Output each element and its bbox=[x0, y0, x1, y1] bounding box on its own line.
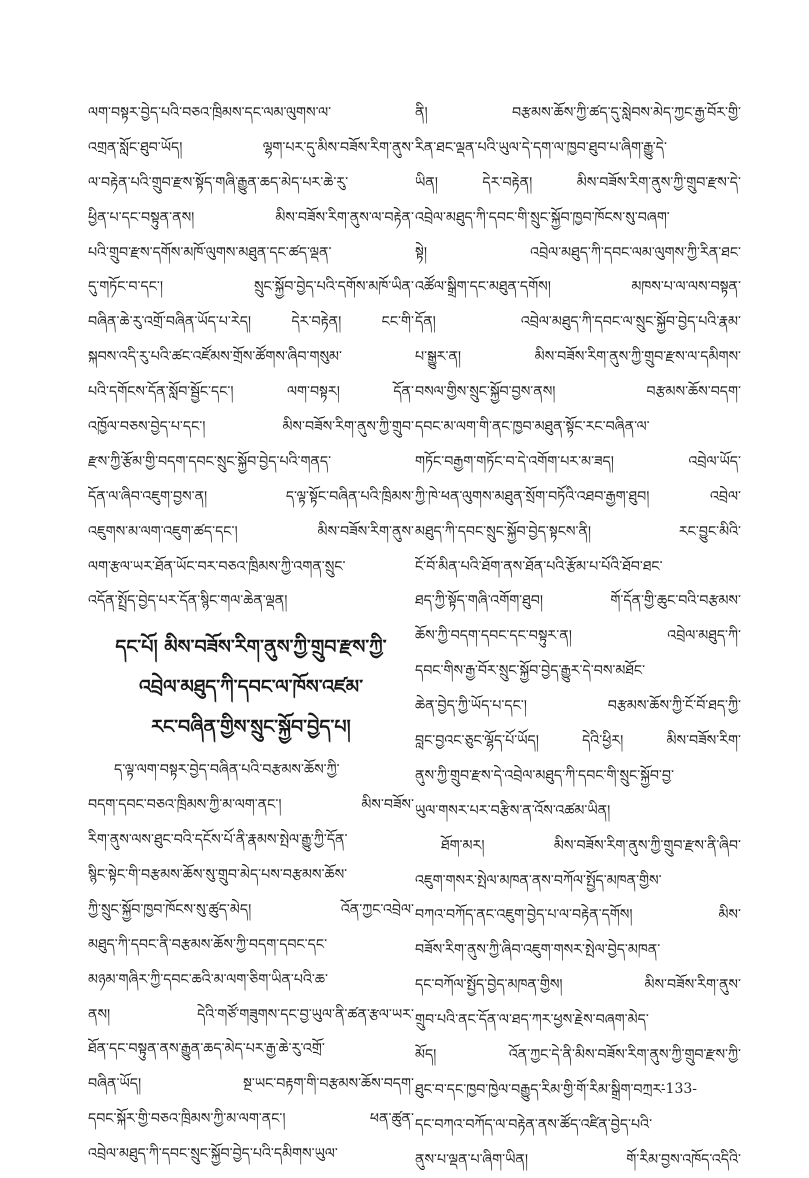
text-line: འཁྱོལ་བཅས་བྱེད་པ་དང་། མིས་བཟོས་རིག་ནུས་ཀྱི་གྲུབ་ bbox=[88, 419, 414, 436]
text-line: ཐོན་དང་བསྟུན་ནས་རྒྱུན་ཆད་མེད་པར་རྒྱ་ཆེ་རུ་འགྲོ་ bbox=[88, 1041, 325, 1058]
text-line: སྐབས་འདི་རུ་པའི་ཚང་འཛོམས་གྲོས་ཚོགས་ཞིབ་གསུམ་ bbox=[88, 349, 342, 366]
right-paragraph-1 bbox=[415, 96, 741, 829]
text-line: འཇུགས་མ་ལག་འཇུག་ཚད་དང་། མིས་བཟོས་རིག་ནུས་ bbox=[88, 523, 414, 540]
text-line: དོན། འབྲེལ་མཐུད་ཀི་དབང་ལ་སྲུང་སྐྱོབ་བྱེད་པའི་རྣམ་ bbox=[415, 314, 741, 331]
text-line: ཀྱི་ཁེ་ཕན་ལུགས་མཐུན་སྲོག་བཏོའི་འཐབ་རྒྱག་ཐུབ། འབྲེལ་ bbox=[415, 488, 741, 505]
text-line: བཞིན་ཡོད། སྔ་ཡང་བརྟག་གི་བརྩམས་ཆོས་བདག་ bbox=[88, 1076, 414, 1093]
text-line: འབྲེལ་མཐུད་ཀི་དབང་གི་སྲུང་སྐྱོབ་ཁྱབ་ཁོངས་སུ་བཞག་ bbox=[415, 209, 670, 226]
heading-line: རང་བཞིན་གྱིས་སྲུང་སྐྱོབ་བྱེད་པ། bbox=[151, 716, 351, 739]
text-line: བཞིན་ཆེ་རུ་འགྲོ་བཞིན་ཡོད་པ་རེད། དེར་བརྟེན། ངང་གི་ bbox=[88, 314, 414, 331]
text-line: དུ་གཏོང་བ་དང་། སྲུང་སྐྱོབ་བྱེད་པའི་དགོས་མཁོ་ཡིན་ bbox=[88, 279, 414, 296]
text-line: མོད། འོན་ཀྱང་དེ་ནི་མིས་བཟོས་རིག་ནུས་ཀྱི་གྲུབ་རྫས་ཀྱི་ bbox=[415, 1047, 741, 1064]
text-line: མཉམ་གཞིར་ཀྱི་དབང་ཆའི་མ་ལག་ཅིག་ཡིན་པའི་ཆ་ bbox=[88, 971, 328, 988]
text-line: འགྲན་སློང་ཐུབ་ཡོད། ལྷག་པར་དུ་མིས་བཟོས་རིག་ནུས་ bbox=[88, 139, 414, 156]
text-line: མཐུད་ཀི་དབང་ནི་བརྩམས་ཆོས་ཀྱི་བདག་དབང་དང་ bbox=[88, 936, 328, 953]
text-line: ཆེན་བྱེད་ཀྱི་ཡོད་པ་དང་། བརྩམས་ཆོས་ཀྱི་ངོ་བོ་ཐད་ཀྱི་ bbox=[415, 698, 741, 715]
text-line: བཟོས་རིག་ནུས་ཀྱི་ཞིབ་འཇུག་གསར་སྤེལ་བྱེད་མཁན་ bbox=[415, 942, 661, 959]
text-line: པའི་གྲུབ་རྫས་དགོས་མཁོ་ལུགས་མཐུན་དང་ཚད་ལྡན་ bbox=[88, 244, 332, 261]
right-column bbox=[415, 96, 741, 1178]
text-line: ད་ལྟ་ལག་བསྟར་བྱེད་བཞིན་པའི་བརྩམས་ཆོས་ཀྱི་ bbox=[114, 762, 340, 779]
text-line: དབང་སྐོར་གྱི་བཅའ་ཁྲིམས་ཀྱི་མ་ལག་ནང་། ཕན་ཚུན་ bbox=[88, 1111, 414, 1128]
text-line: འདོན་སྤྲོད་བྱེད་པར་དོན་སྙིང་གལ་ཆེན་ལྡན། bbox=[88, 593, 288, 610]
text-line: རིག་ནུས་ལས་ཐུང་བའི་དངོས་པོ་ནི་རྣམས་སྤེལ་རྒྱུ་ཀྱི་དོན་ bbox=[88, 832, 348, 849]
text-line: ནུས་པ་ལྡན་པ་ཞིག་ཡིན། གོ་རིམ་བྱས་འཁོད་འདིའི་ bbox=[415, 1151, 741, 1168]
text-line: ཡིན། དེར་བརྟེན། མིས་བཟོས་རིག་ནུས་ཀྱི་གྲུབ་རྫས་དེ་ bbox=[415, 174, 741, 191]
text-line: འཚོལ་སྒྲིག་དང་མཐུན་དགོས། མཁས་པ་ལ་ལས་བསྟན་ bbox=[415, 279, 741, 296]
text-line: ནས། དེའི་གཙོ་གཟུགས་དང་བྱ་ཡུལ་ནི་ཚན་རྩལ་ཡར་ bbox=[88, 1006, 414, 1023]
text-line: ཐད་ཀྱི་སྟོད་གཞི་འགོག་ཐུབ། གོ་དོན་གྱི་ཆུང་བའི་བརྩམས་ bbox=[415, 593, 741, 610]
page-number: -133- bbox=[660, 1081, 697, 1097]
text-line: ངོ་བོ་མིན་པའི་ཐོག་ནས་ཐོན་པའི་རྩོམ་པ་པོའི་ཐོབ་ཐང་ bbox=[415, 558, 663, 575]
text-line: དང་བཀའ་བཀོད་ལ་བརྟེན་ནས་ཚོད་འཛིན་བྱེད་པའི་ bbox=[415, 1116, 653, 1133]
text-line: དང་བཀོལ་སྤྱོད་བྱེད་མཁན་གྱིས། མིས་བཟོས་རིག་ནུས་ bbox=[415, 977, 741, 994]
text-line: ཀྱི་སྲུང་སྐྱོབ་ཁྱབ་ཁོངས་སུ་ཚུད་མེད། འོན་ཀྱང་འབྲེལ་ bbox=[88, 901, 414, 918]
heading-line: འབྲེལ་མཐུད་ཀི་དབང་ལ་ཁོས་འཛམ་ bbox=[138, 676, 364, 699]
text-line: འཇུག་གསར་སྤེལ་མཁན་ནས་བཀོལ་སྤྱོད་མཁན་གྱིས་ bbox=[415, 872, 662, 889]
left-paragraph-2 bbox=[88, 753, 414, 1172]
text-line: ཡུལ་གསར་པར་བརྩིས་ན་འོས་འཚམ་ཡིན། bbox=[415, 802, 611, 819]
text-line: ལག་རྩལ་ཡར་ཐོན་ཡོང་བར་བཅའ་ཁྲིམས་ཀྱི་འགན་སྲུང་ bbox=[88, 558, 346, 575]
text-line: བླང་བྱའང་ཅུང་ལྷོད་པོ་ཡོད། དེའི་ཕྱིར། མིས་བཟོས་རིག་ bbox=[415, 733, 741, 750]
text-line: རིན་ཐང་ལྡན་པའི་ཡུལ་དེ་དག་ལ་ཁྱབ་ཐུབ་པ་ཞིག་རྒྱུ་དེ་ bbox=[415, 139, 667, 156]
text-line: མཐུད་ཀི་དབང་སྲུང་སྐྱོབ་བྱེད་སྟངས་ནི། རང་བྱུང་མིའི་ bbox=[415, 523, 741, 540]
left-paragraph-1 bbox=[88, 96, 414, 619]
text-line: དབང་གིས་རྒྱ་བོར་སྲུང་སྐྱོབ་བྱེད་རྒྱུར་དེ་བས་མཐོང་ bbox=[415, 663, 646, 680]
text-line: ནུས་ཀྱི་གྲུབ་རྫས་དེ་འབྲེལ་མཐུད་ཀི་དབང་གི་སྲུང་སྐྱོབ་བྱ་ bbox=[415, 767, 674, 784]
text-line: པའི་དགོངས་དོན་སློབ་སྦྱོང་དང་། ལག་བསྟར། དོན་ bbox=[88, 384, 414, 401]
left-column bbox=[88, 96, 414, 1172]
text-line: བཀའ་བཀོད་ནང་འཇུག་བྱེད་པ་ལ་བརྟེན་དགོས། མིས་ bbox=[415, 907, 741, 924]
text-line: འབྲེལ་མཐུད་ཀི་དབང་སྲུང་སྐྱོབ་བྱེད་པའི་དམིགས་ཡུལ་ bbox=[88, 1146, 338, 1163]
right-paragraph-2 bbox=[415, 829, 741, 1178]
text-line: སྟེ། འབྲེལ་མཐུད་ཀི་དབང་ལམ་ལུགས་ཀྱི་རིན་ཐང་ bbox=[415, 244, 741, 261]
section-heading bbox=[88, 619, 414, 753]
text-line: ཐོག་མར། མིས་བཟོས་རིག་ནུས་ཀྱི་གྲུབ་རྫས་ནི་ཞིབ་ bbox=[441, 837, 741, 854]
text-line: ཐུང་བ་དང་ཁྱབ་ཁྱེལ་བརྒྱུད་རིམ་གྱི་གོ་རིམ་སྒྲིག་བཀྲར་ bbox=[415, 1081, 665, 1098]
text-line: པ་སྒྱུར་ན། མིས་བཟོས་རིག་ནུས་ཀྱི་གྲུབ་རྫས་ལ་དམིགས་ bbox=[415, 349, 741, 366]
text-line: ལ་བརྟེན་པའི་གྲུབ་རྫས་སྟོད་གཞི་རྒྱུན་ཆད་མེད་པར་ཆེ་རུ་ bbox=[88, 174, 349, 191]
text-line: བདག་དབང་བཅའ་ཁྲིམས་ཀྱི་མ་ལག་ནང་། མིས་བཟོས་ bbox=[88, 797, 414, 814]
text-line: བསལ་གྱིས་སྲུང་སྐྱོབ་བྱས་ནས། བརྩམས་ཆོས་བདག་ bbox=[415, 384, 741, 401]
text-line: རྫས་ཀྱི་རྩོམ་གྱི་བདག་དབང་སྲུང་སྐྱོབ་བྱེད་པའི་གནད་ bbox=[88, 453, 332, 470]
text-line: སྙིང་སྟེང་གི་བརྩམས་ཆོས་སུ་གྲུབ་མེད་པས་བརྩམས་ཆོས་ bbox=[88, 867, 348, 884]
text-line: དབང་མ་ལག་གི་ནང་ཁྱབ་མཐུན་སྟོང་རང་བཞིན་ལ་ bbox=[415, 419, 650, 436]
text-line: ལག་བསྟར་བྱེད་པའི་བཅའ་ཁྲིམས་དང་ལམ་ལུགས་ལ་ bbox=[88, 105, 332, 121]
heading-line: དང་པོ། མིས་བཟོས་རིག་ནུས་ཀྱི་གྲུབ་རྫས་ཀྱི་ bbox=[115, 636, 387, 659]
text-line: དོན་ལ་ཞིབ་འཇུག་བྱས་ན། ད་ལྟ་སྟོང་བཞིན་པའི་ཁྲིམས་ bbox=[88, 488, 414, 505]
text-line: ནི། བརྩམས་ཆོས་ཀྱི་ཚད་དུ་སླེབས་མེད་ཀྱང་རྒྱ་བོར་གྱི་ bbox=[415, 105, 741, 121]
text-line: ཆོས་ཀྱི་བདག་དབང་དང་བསྟུར་ན། འབྲེལ་མཐུད་ཀི་ bbox=[415, 628, 741, 645]
text-line: གཏོང་བརྒྱག་གཏོང་བ་དེ་འགོག་པར་མ་ཟད། འབྲེལ་ཡོད་ bbox=[415, 453, 741, 470]
text-line: ཕྱིན་པ་དང་བསྟུན་ནས། མིས་བཟོས་རིག་ནུས་ལ་བརྟེན་ bbox=[88, 209, 414, 226]
text-line: གྲུབ་པའི་ནང་དོན་ལ་ཐད་ཀར་ཕྱས་རྗེས་བཞག་མེད་ bbox=[415, 1012, 649, 1029]
